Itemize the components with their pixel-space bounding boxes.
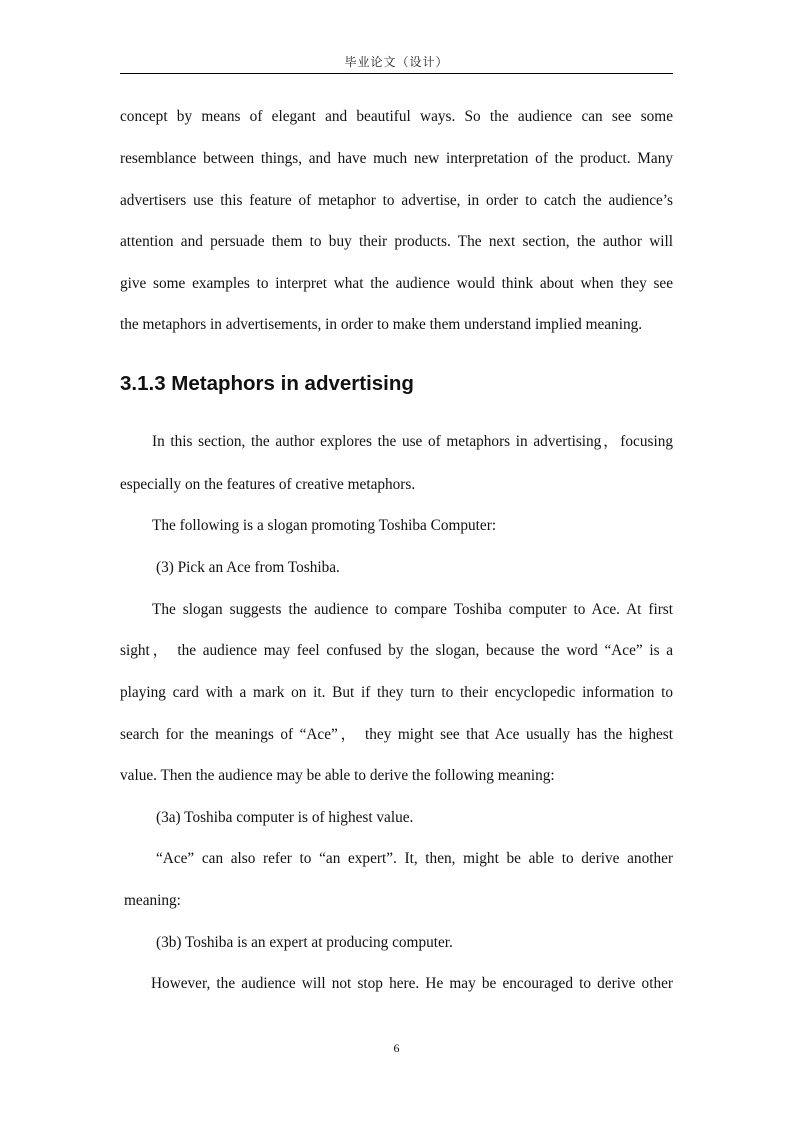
text-line: However, the audience will not stop here. He may be encouraged to derive other — [151, 975, 673, 992]
section-heading: 3.1.3 Metaphors in advertising — [120, 372, 414, 395]
text-line: attention and persuade them to buy their products. The next section, the author will — [120, 233, 673, 250]
text-line: search for the meanings of “Ace”， they might see that Ace usually has the highest — [120, 726, 673, 743]
example-3b: (3b) Toshiba is an expert at producing computer. — [156, 934, 453, 951]
text-line: In this section, the author explores the use of metaphors in advertising，focusing — [152, 433, 673, 450]
text-line: the metaphors in advertisements, in order to make them understand implied meaning. — [120, 316, 643, 333]
text-line: playing card with a mark on it. But if they turn to their encyclopedic information to — [120, 684, 673, 701]
text-line: resemblance between things, and have much new interpretation of the product. Many — [120, 150, 673, 167]
example-3a: (3a) Toshiba computer is of highest value. — [156, 809, 414, 826]
text-line: advertisers use this feature of metaphor to advertise, in order to catch the audience’s — [120, 192, 673, 209]
text-line: meaning: — [124, 892, 181, 909]
text-line: value. Then the audience may be able to derive the following meaning: — [120, 767, 555, 784]
text-line: “Ace” can also refer to “an expert”. It, then, might be able to derive another — [156, 850, 673, 867]
text-line: especially on the features of creative metaphors. — [120, 476, 416, 493]
text-line: The following is a slogan promoting Toshiba Computer: — [152, 517, 497, 534]
page-number: 6 — [393, 1041, 400, 1055]
page-header-title: 毕业论文（设计） — [344, 55, 449, 69]
example-3: (3) Pick an Ace from Toshiba. — [156, 559, 340, 576]
header-rule — [120, 73, 673, 74]
text-line: concept by means of elegant and beautiful ways. So the audience can see some — [120, 108, 673, 125]
text-line: sight， the audience may feel confused by the slogan, because the word “Ace” is a — [120, 642, 673, 659]
text-line: The slogan suggests the audience to compare Toshiba computer to Ace. At first — [152, 601, 673, 618]
text-line: give some examples to interpret what the audience would think about when they see — [120, 275, 673, 292]
